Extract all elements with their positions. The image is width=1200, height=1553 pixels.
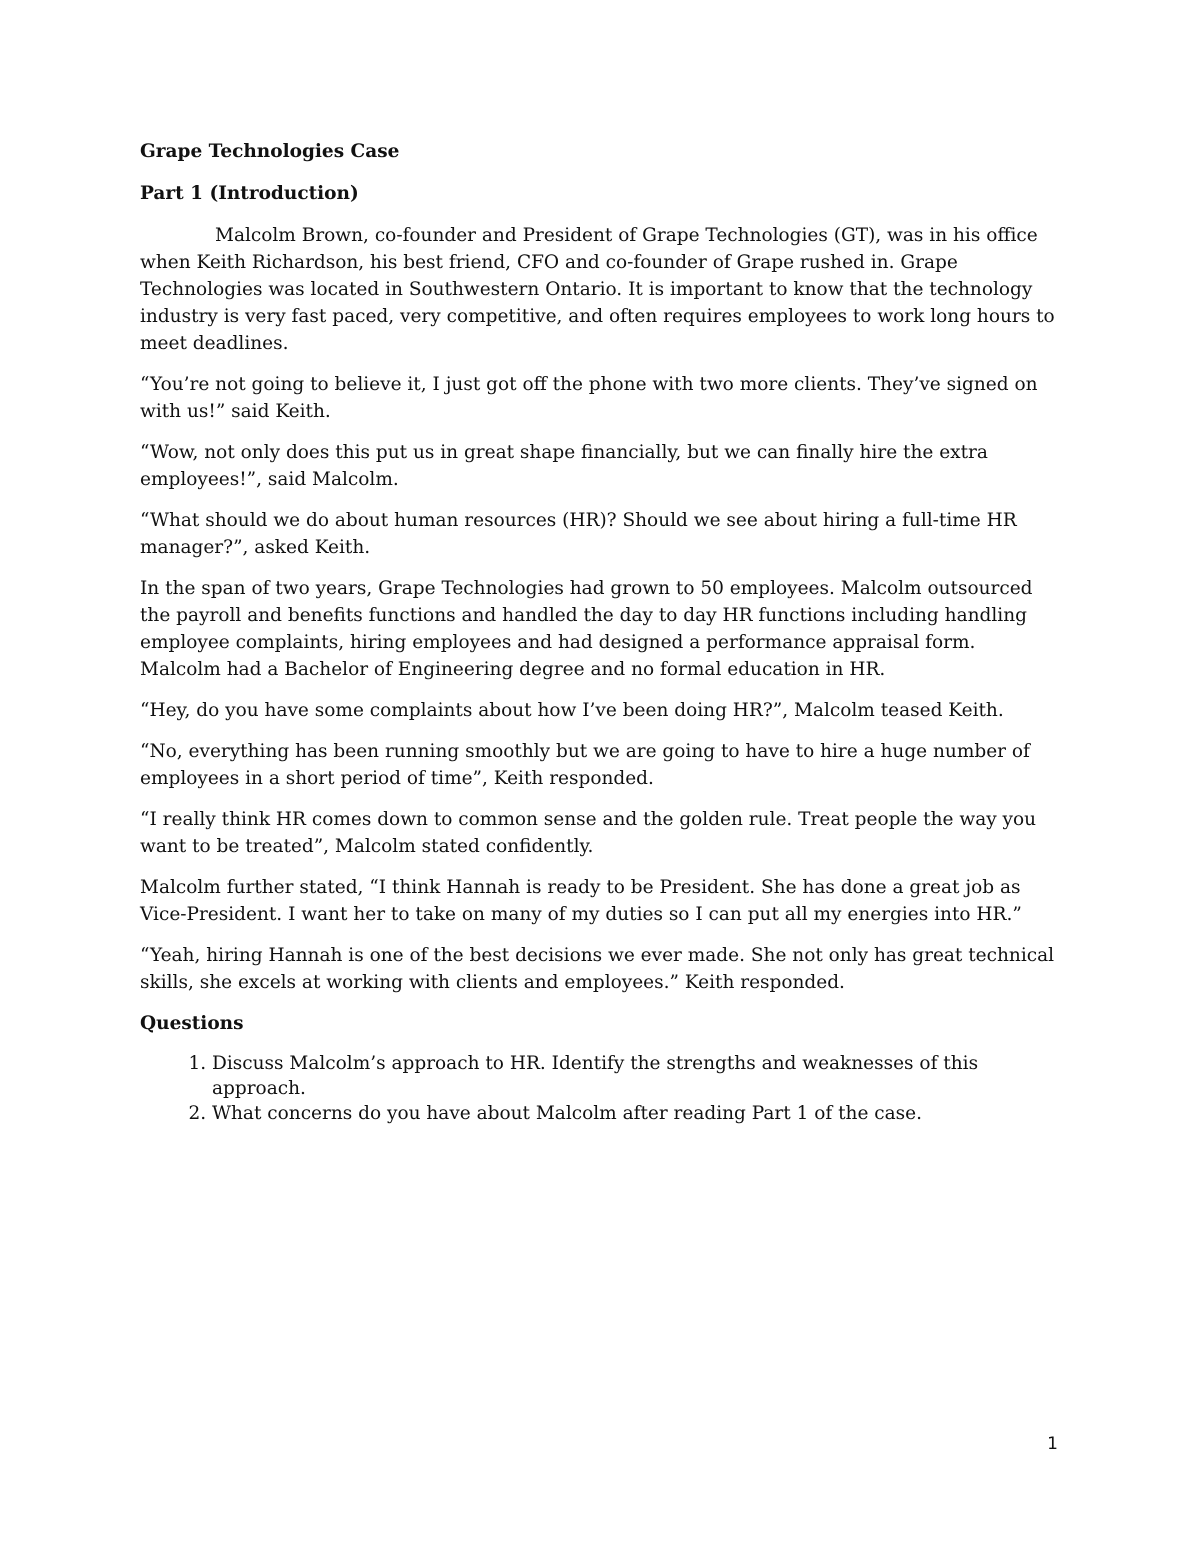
paragraph: Malcolm Brown, co-founder and President of Grape Technologies (GT), was in his office when Keith Richardson, his best friend, CFO and co-founder of Grape rushed in. Grape Technologies was located in Southwestern Ontario. It is important to know that the technology industry is very fast paced, very competitive, and often requires employees to work long hours to meet deadlines. (140, 225, 1055, 354)
paragraph: “I really think HR comes down to common sense and the golden rule. Treat people the way you want to be treated”, Malcolm stated confidently. (140, 809, 1037, 857)
part-heading: Part 1 (Introduction) (140, 183, 359, 204)
questions-list (140, 1051, 1060, 1126)
paragraph: “What should we do about human resources (HR)? Should we see about hiring a full-time HR manager?”, asked Keith. (140, 510, 1017, 558)
document-page (140, 138, 1060, 1126)
paragraph: “Hey, do you have some complaints about how I’ve been doing HR?”, Malcolm teased Keith. (140, 700, 1004, 721)
question-item: 1. Discuss Malcolm’s approach to HR. Identify the strengths and weaknesses of this approach. (212, 1051, 1060, 1101)
paragraph: “No, everything has been running smoothly but we are going to have to hire a huge number of employees in a short period of time”, Keith responded. (140, 741, 1030, 789)
paragraph: “Yeah, hiring Hannah is one of the best decisions we ever made. She not only has great technical skills, she excels at working with clients and employees.” Keith responded. (140, 945, 1055, 993)
question-item: 2. What concerns do you have about Malcolm after reading Part 1 of the case. (212, 1101, 1060, 1126)
paragraph: In the span of two years, Grape Technologies had grown to 50 employees. Malcolm outsourced the payroll and benefits functions and handled the day to day HR functions including handling employee complaints, hiring employees and had designed a performance appraisal form. Malcolm had a Bachelor of Engineering degree and no formal education in HR. (140, 578, 1033, 680)
paragraph: “You’re not going to believe it, I just got off the phone with two more clients. They’ve signed on with us!” said Keith. (140, 374, 1038, 422)
paragraph: “Wow, not only does this put us in great shape financially, but we can finally hire the extra employees!”, said Malcolm. (140, 442, 988, 490)
questions-heading: Questions (140, 1013, 244, 1034)
paragraph: Malcolm further stated, “I think Hannah is ready to be President. She has done a great job as Vice-President. I want her to take on many of my duties so I can put all my energies into HR.” (140, 877, 1022, 925)
document-title: Grape Technologies Case (140, 141, 400, 162)
page-number: 1 (1047, 1434, 1058, 1454)
